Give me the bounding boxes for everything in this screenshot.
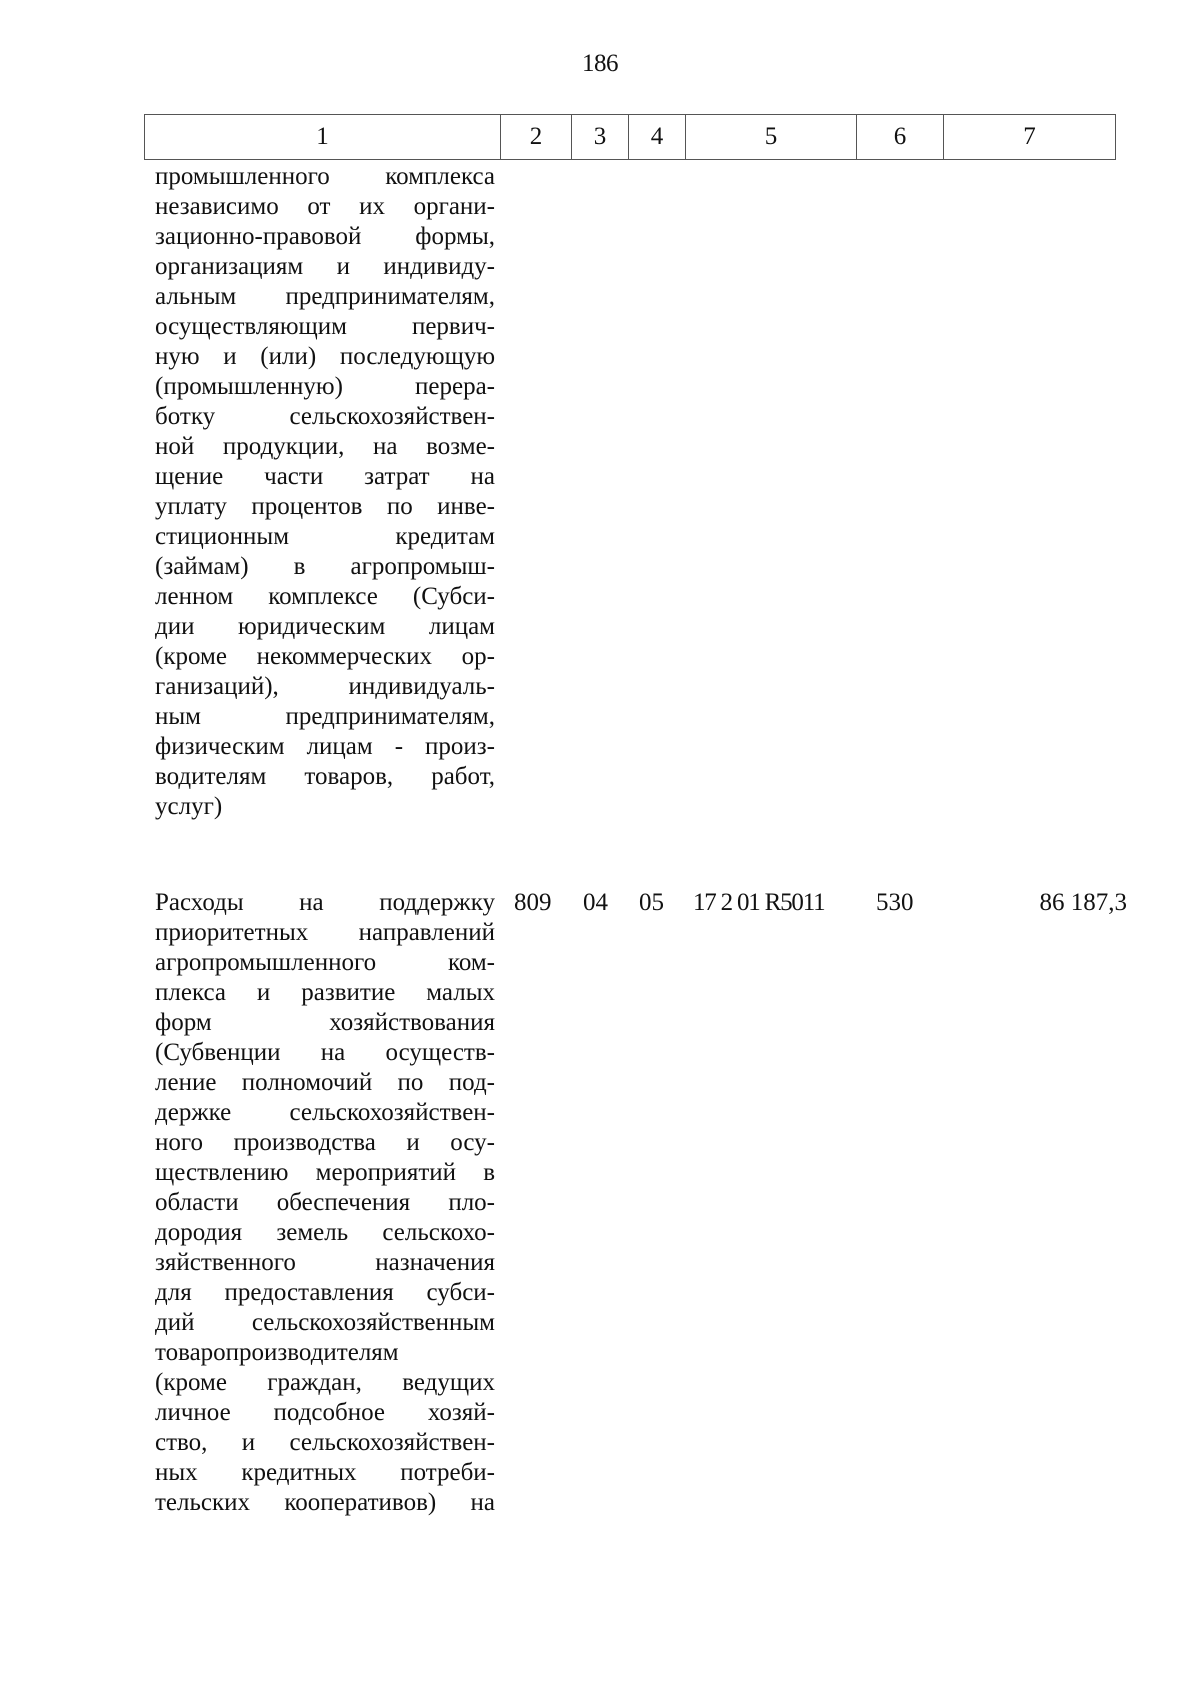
description-line: услуг) (155, 793, 223, 820)
row-description (155, 162, 495, 822)
description-line: ных кредитных потреби- (155, 1459, 495, 1486)
description-line: (промышленную) перера- (155, 373, 495, 400)
header-col-2: 2 (501, 115, 572, 160)
description-line: дий сельскохозяйственным (155, 1309, 495, 1336)
description-line: области обеспечения пло- (155, 1189, 495, 1216)
description-line: ществлению мероприятий в (155, 1159, 495, 1186)
description-line: тельских кооперативов) на (155, 1489, 495, 1516)
description-line: зяйственного назначения (155, 1249, 495, 1276)
header-col-3: 3 (572, 115, 629, 160)
description-line: дородия земель сельскохо- (155, 1219, 495, 1246)
description-line: уплату процентов по инве- (155, 493, 495, 520)
description-line: ной продукции, на возме- (155, 433, 495, 460)
page-number: 186 (582, 50, 618, 77)
description-line: альным предпринимателям, (155, 283, 495, 310)
section-code: 04 (583, 889, 608, 916)
amount: 86 187,3 (1039, 889, 1127, 916)
description-line: держке сельскохозяйствен- (155, 1099, 495, 1126)
description-line: ного производства и осу- (155, 1129, 495, 1156)
description-line: водителям товаров, работ, (155, 763, 495, 790)
row-description (155, 888, 495, 1518)
ministry-code: 809 (514, 889, 552, 916)
description-line: ботку сельскохозяйствен- (155, 403, 495, 430)
description-line: ным предпринимателям, (155, 703, 495, 730)
header-col-7: 7 (944, 115, 1116, 160)
description-line: зационно-правовой формы, (155, 223, 495, 250)
description-line: товаропроизводителям (155, 1339, 399, 1366)
description-line: осуществляющим первич- (155, 313, 495, 340)
description-line: личное подсобное хозяй- (155, 1399, 495, 1426)
description-line: физическим лицам - произ- (155, 733, 495, 760)
description-line: (кроме некоммерческих ор- (155, 643, 495, 670)
description-line: стиционным кредитам (155, 523, 495, 550)
description-line: щение части затрат на (155, 463, 495, 490)
description-line: (кроме граждан, ведущих (155, 1369, 495, 1396)
header-col-6: 6 (857, 115, 944, 160)
description-line: организациям и индивиду- (155, 253, 495, 280)
expense-type-code: 530 (876, 889, 914, 916)
header-col-4: 4 (629, 115, 686, 160)
description-line: независимо от их органи- (155, 193, 495, 220)
description-line: ленном комплексе (Субси- (155, 583, 495, 610)
description-line: (Субвенции на осуществ- (155, 1039, 495, 1066)
target-article-code: 17 2 01 R5011 (693, 889, 825, 916)
description-line: агропромышленного ком- (155, 949, 495, 976)
header-col-5: 5 (686, 115, 857, 160)
description-line: (займам) в агропромыш- (155, 553, 495, 580)
description-line: приоритетных направлений (155, 919, 495, 946)
description-line: Расходы на поддержку (155, 889, 495, 916)
description-line: плекса и развитие малых (155, 979, 495, 1006)
description-line: ную и (или) последующую (155, 343, 495, 370)
subsection-code: 05 (639, 889, 664, 916)
description-line: ганизаций), индивидуаль- (155, 673, 495, 700)
description-line: ство, и сельскохозяйствен- (155, 1429, 495, 1456)
description-line: форм хозяйствования (155, 1009, 495, 1036)
column-number-header (144, 114, 1116, 160)
description-line: дии юридическим лицам (155, 613, 495, 640)
description-line: для предоставления субси- (155, 1279, 495, 1306)
header-col-1: 1 (145, 115, 501, 160)
description-line: промышленного комплекса (155, 163, 495, 190)
description-line: ление полномочий по под- (155, 1069, 495, 1096)
